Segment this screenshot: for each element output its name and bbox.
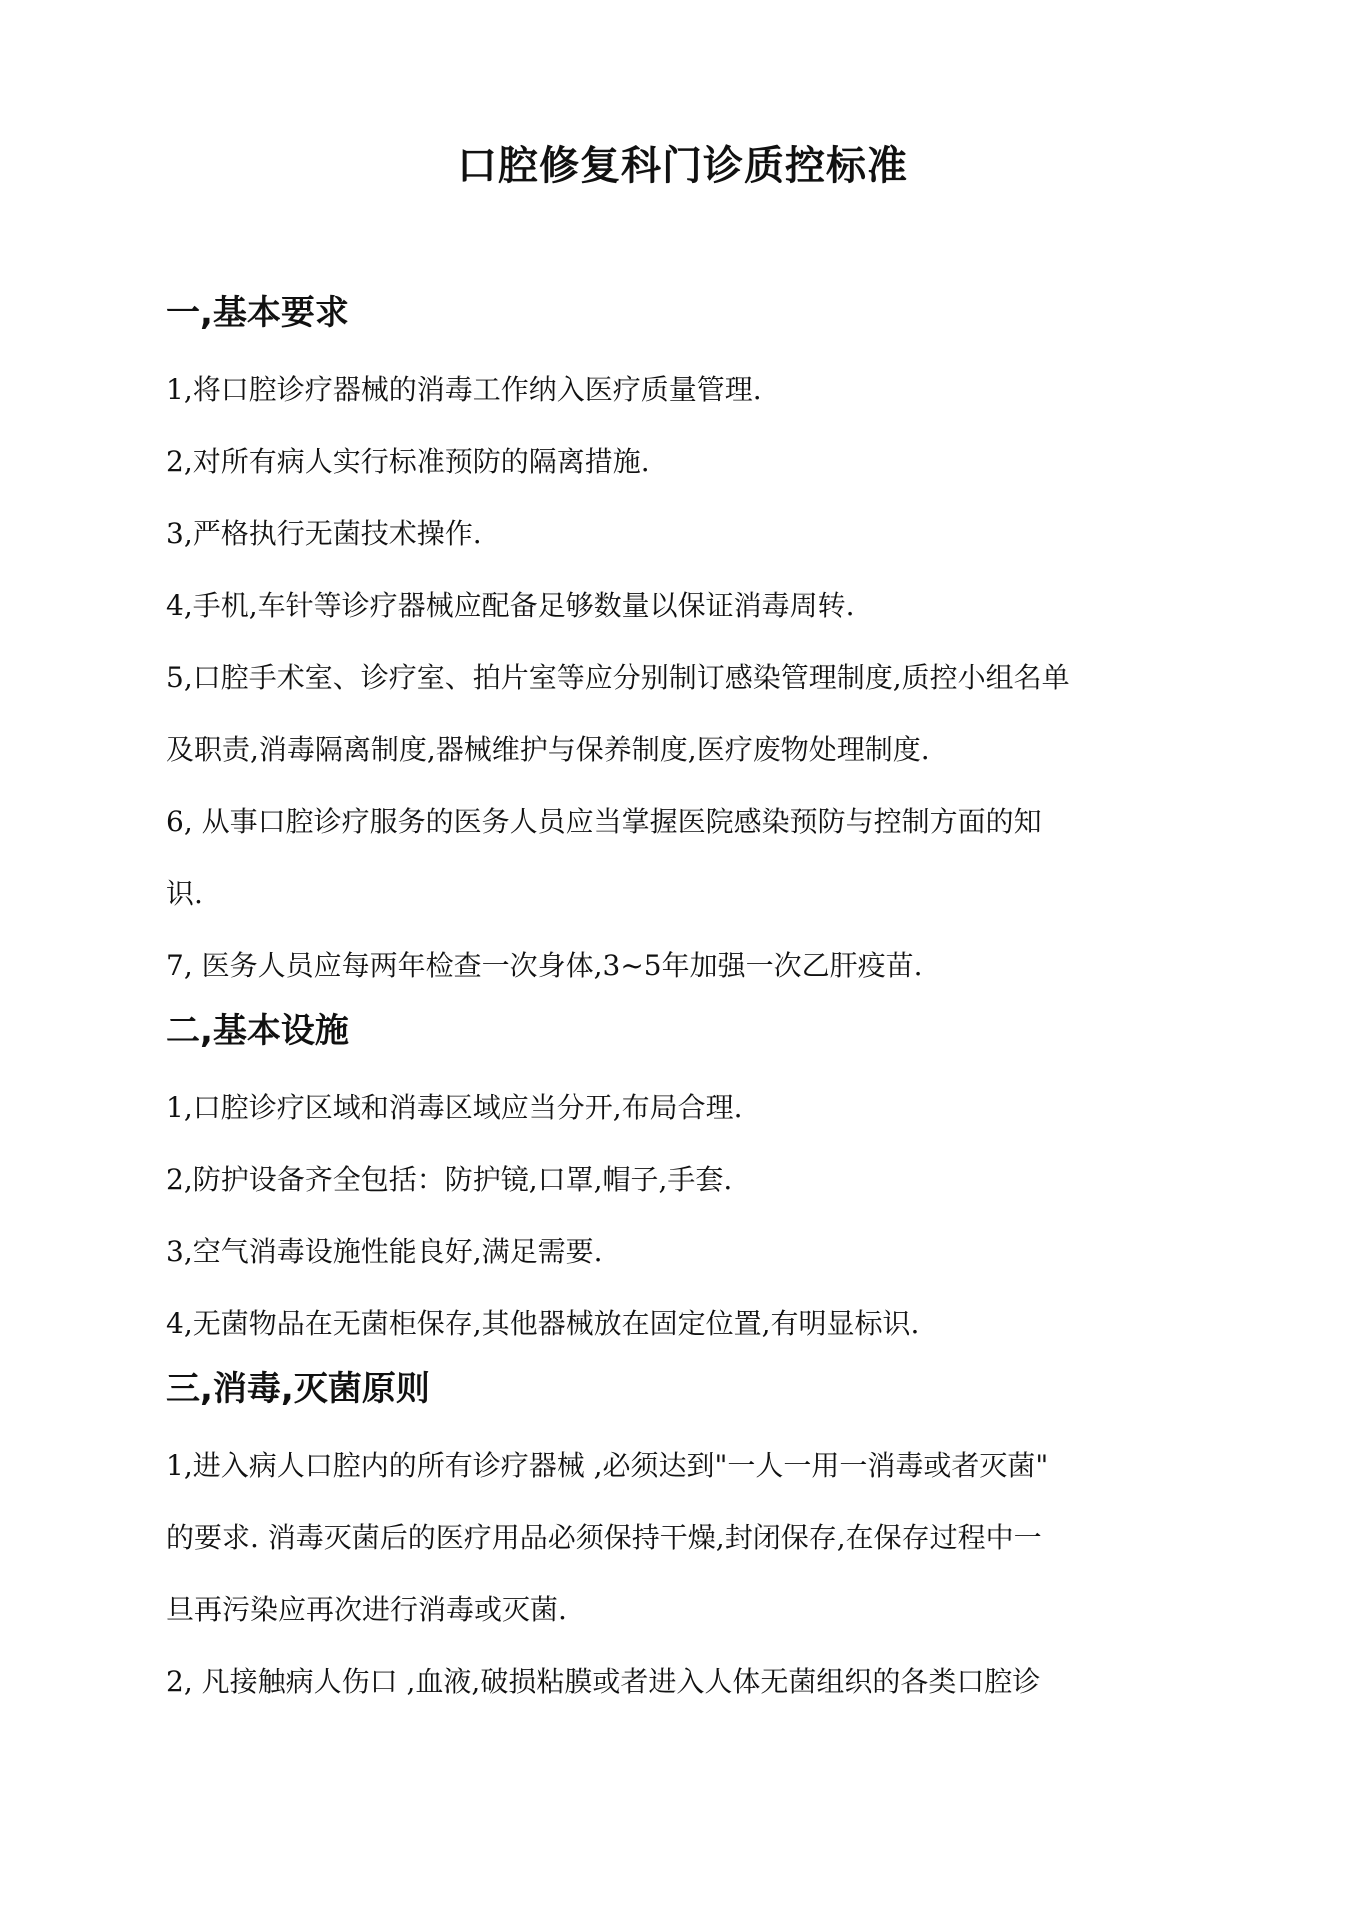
paragraph-line: 及职责,消毒隔离制度,器械维护与保养制度,医疗废物处理制度. (166, 733, 930, 766)
paragraph-line: 2,防护设备齐全包括：防护镜,口罩,帽子,手套. (166, 1163, 733, 1196)
section-heading-disinfection-principles: 三,消毒,灭菌原则 (166, 1369, 430, 1409)
paragraph-line: 7, 医务人员应每两年检查一次身体,3~5年加强一次乙肝疫苗. (166, 949, 923, 982)
paragraph-line: 4,手机,车针等诊疗器械应配备足够数量以保证消毒周转. (166, 589, 855, 622)
paragraph-line: 1,将口腔诊疗器械的消毒工作纳入医疗质量管理. (166, 373, 762, 406)
section-heading-basic-facilities: 二,基本设施 (166, 1011, 349, 1051)
paragraph-line: 的要求. 消毒灭菌后的医疗用品必须保持干燥,封闭保存,在保存过程中一 (166, 1521, 1042, 1554)
paragraph-line: 6, 从事口腔诊疗服务的医务人员应当掌握医院感染预防与控制方面的知 (166, 805, 1042, 838)
paragraph-line: 5,口腔手术室、诊疗室、拍片室等应分别制订感染管理制度,质控小组名单 (166, 661, 1070, 694)
paragraph-line: 旦再污染应再次进行消毒或灭菌. (166, 1593, 567, 1626)
paragraph-line: 识. (166, 877, 203, 910)
section-heading-basic-requirements: 一,基本要求 (166, 293, 349, 333)
paragraph-line: 1,口腔诊疗区域和消毒区域应当分开,布局合理. (166, 1091, 743, 1124)
paragraph-line: 3,严格执行无菌技术操作. (166, 517, 482, 550)
paragraph-line: 4,无菌物品在无菌柜保存,其他器械放在固定位置,有明显标识. (166, 1307, 920, 1340)
paragraph-line: 3,空气消毒设施性能良好,满足需要. (166, 1235, 603, 1268)
paragraph-line: 1,进入病人口腔内的所有诊疗器械 ,必须达到"一人一用一消毒或者灭菌" (166, 1449, 1049, 1482)
paragraph-line: 2,对所有病人实行标准预防的隔离措施. (166, 445, 650, 478)
document-title: 口腔修复科门诊质控标准 (457, 143, 908, 189)
paragraph-line: 2, 凡接触病人伤口 ,血液,破损粘膜或者进入人体无菌组织的各类口腔诊 (166, 1665, 1041, 1698)
